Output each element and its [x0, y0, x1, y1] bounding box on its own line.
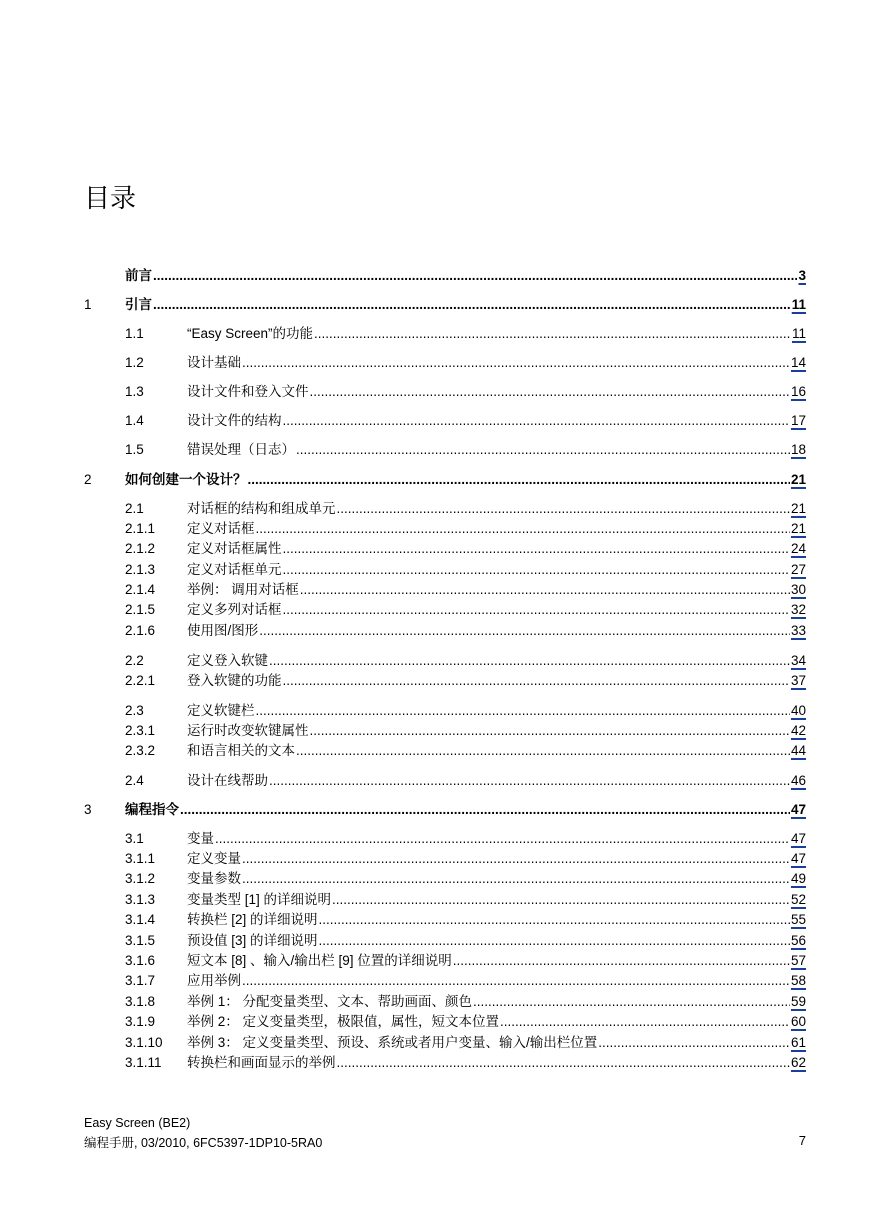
- toc-page-link[interactable]: 34: [790, 653, 806, 668]
- toc-page-link[interactable]: 49: [790, 871, 806, 886]
- toc-entry-title[interactable]: 转换栏 [2] 的详细说明: [187, 912, 318, 927]
- toc-entry-number: 2.1.5: [125, 602, 156, 617]
- toc-entry-line: [187, 910, 806, 930]
- toc-entry-title[interactable]: 设计文件的结构: [187, 413, 282, 428]
- toc-entry-number: 2.1: [125, 501, 144, 516]
- toc-entry-title[interactable]: 举例 1： 分配变量类型、文本、帮助画面、颜色: [187, 994, 473, 1009]
- toc-page-link[interactable]: 11: [791, 297, 806, 312]
- toc-entry-title[interactable]: 运行时改变软键属性: [187, 723, 309, 738]
- toc-entry-line: [125, 295, 806, 315]
- dot-leader: [269, 771, 790, 791]
- dot-leader: [337, 1053, 790, 1073]
- toc-entry-title[interactable]: 预设值 [3] 的详细说明: [187, 933, 318, 948]
- toc-entry-line: [187, 951, 806, 971]
- toc-entry-line: [187, 741, 806, 761]
- toc-entry-title[interactable]: 定义对话框属性: [187, 541, 282, 556]
- toc-page-link[interactable]: 46: [790, 773, 806, 788]
- toc-page-link[interactable]: 60: [790, 1014, 806, 1029]
- toc-entry-line: [187, 651, 806, 671]
- dot-leader: [180, 800, 790, 820]
- toc-entry-title[interactable]: 定义对话框单元: [187, 562, 282, 577]
- dot-leader: [598, 1033, 790, 1053]
- toc-entry[interactable]: [84, 701, 806, 721]
- toc-entry[interactable]: [84, 771, 806, 791]
- toc-entry-title[interactable]: 和语言相关的文本: [187, 743, 295, 758]
- toc-entry-title[interactable]: 举例： 调用对话框: [187, 582, 299, 597]
- toc-entry-number: 3.1.2: [125, 871, 156, 886]
- toc-entry-title[interactable]: 定义变量: [187, 851, 241, 866]
- toc-entry-number: 2.2.1: [125, 673, 156, 688]
- toc-entry-line: [187, 992, 806, 1012]
- toc-entry[interactable]: [84, 910, 806, 930]
- toc-entry-number: 3.1.7: [125, 973, 156, 988]
- toc-entry-line: [187, 701, 806, 721]
- toc-entry-title[interactable]: 设计基础: [187, 355, 241, 370]
- toc-page-link[interactable]: 55: [790, 912, 806, 927]
- dot-leader: [319, 931, 790, 951]
- dot-leader: [248, 470, 790, 490]
- toc-entry-line: [187, 890, 806, 910]
- toc-entry-line: [125, 470, 806, 490]
- toc-entry-number: 3: [84, 802, 92, 817]
- dot-leader: [337, 499, 790, 519]
- toc-entry[interactable]: [84, 519, 806, 539]
- toc-page-link[interactable]: 21: [790, 501, 806, 516]
- toc-entry-number: 3.1.8: [125, 994, 156, 1009]
- toc-entry-number: 2.1.3: [125, 562, 156, 577]
- toc-entry-number: 1.1: [125, 326, 144, 341]
- toc-page-link[interactable]: 3: [798, 268, 806, 283]
- toc-page-link[interactable]: 21: [790, 521, 806, 536]
- toc-entry-number: 3.1.5: [125, 933, 156, 948]
- toc-entry-title[interactable]: 使用图/图形: [187, 623, 259, 638]
- toc-entry[interactable]: [84, 931, 806, 951]
- toc-entry-number: 3.1.4: [125, 912, 156, 927]
- dot-leader: [283, 600, 790, 620]
- toc-entry-title[interactable]: 转换栏和画面显示的举例: [187, 1055, 336, 1070]
- toc-page-link[interactable]: 21: [790, 472, 806, 487]
- toc-entry[interactable]: [84, 295, 806, 315]
- toc-entry-number: 2.4: [125, 773, 144, 788]
- toc-entry-line: [125, 800, 806, 820]
- toc-entry-title[interactable]: 举例 3： 定义变量类型、预设、系统或者用户变量、输入/输出栏位置: [187, 1035, 598, 1050]
- toc-entry-line: [187, 971, 806, 991]
- toc-entry-number: 3.1.9: [125, 1014, 156, 1029]
- toc-page-link[interactable]: 18: [790, 442, 806, 457]
- toc-page-link[interactable]: 24: [790, 541, 806, 556]
- toc-entry[interactable]: [84, 1033, 806, 1053]
- toc-entry-title[interactable]: “Easy Screen”的功能: [187, 326, 314, 341]
- toc-entry[interactable]: [84, 869, 806, 889]
- toc-entry-title[interactable]: 变量: [187, 831, 214, 846]
- toc-entry-title[interactable]: 登入软键的功能: [187, 673, 282, 688]
- toc-entry-line: [187, 440, 806, 460]
- toc-page-link[interactable]: 40: [790, 703, 806, 718]
- toc-entry[interactable]: [84, 411, 806, 431]
- toc-entry-number: 2: [84, 472, 92, 487]
- toc-entry-line: [187, 931, 806, 951]
- toc-entry-number: 3.1.10: [125, 1035, 163, 1050]
- toc-entry-title[interactable]: 定义登入软键: [187, 653, 268, 668]
- toc-page-link[interactable]: 58: [790, 973, 806, 988]
- toc-entry-title[interactable]: 设计文件和登入文件: [187, 384, 309, 399]
- dot-leader: [242, 869, 790, 889]
- toc-page-link[interactable]: 44: [790, 743, 806, 758]
- toc-entry-title[interactable]: 设计在线帮助: [187, 773, 268, 788]
- toc-entry-title[interactable]: 引言: [125, 297, 152, 312]
- toc-entry-number: 2.1.6: [125, 623, 156, 638]
- toc-entry-line: [187, 519, 806, 539]
- toc-entry-number: 1.4: [125, 413, 144, 428]
- toc-entry-line: [187, 353, 806, 373]
- toc-entry[interactable]: [84, 671, 806, 691]
- toc-entry[interactable]: [84, 951, 806, 971]
- toc-entry-line: [187, 499, 806, 519]
- toc-entry-title[interactable]: 编程指令: [125, 802, 179, 817]
- toc-entry-title[interactable]: 应用举例: [187, 973, 241, 988]
- toc-entry-number: 3.1.6: [125, 953, 156, 968]
- toc-entry-title[interactable]: 前言: [125, 268, 152, 283]
- toc-entry-line: [187, 849, 806, 869]
- toc-entry[interactable]: [84, 621, 806, 641]
- toc-entry[interactable]: [84, 440, 806, 460]
- toc-entry-number: 3.1.11: [125, 1055, 162, 1070]
- dot-leader: [256, 701, 790, 721]
- toc-page-link[interactable]: 57: [790, 953, 806, 968]
- toc-entry-number: 1: [84, 297, 92, 312]
- toc-entry[interactable]: [84, 382, 806, 402]
- toc-entry-line: [187, 1033, 806, 1053]
- toc-entry-line: [125, 266, 806, 286]
- toc-entry-title[interactable]: 变量参数: [187, 871, 241, 886]
- footer-document-info: 编程手册, 03/2010, 6FC5397-1DP10-5RA0: [84, 1136, 323, 1150]
- toc-entry-title[interactable]: 错误处理（日志）: [187, 442, 295, 457]
- dot-leader: [473, 992, 790, 1012]
- page-title: 目录: [84, 183, 137, 213]
- toc-entry-line: [187, 721, 806, 741]
- toc-entry-line: [187, 382, 806, 402]
- toc-entry[interactable]: [84, 499, 806, 519]
- toc-page-link[interactable]: 42: [790, 723, 806, 738]
- toc-entry-title[interactable]: 定义对话框: [187, 521, 255, 536]
- dot-leader: [242, 849, 790, 869]
- dot-leader: [310, 382, 790, 402]
- dot-leader: [310, 721, 790, 741]
- toc-page-link[interactable]: 47: [790, 831, 806, 846]
- toc-entry[interactable]: [84, 560, 806, 580]
- toc-page-link[interactable]: 62: [790, 1055, 806, 1070]
- dot-leader: [259, 621, 790, 641]
- dot-leader: [283, 671, 790, 691]
- toc-entry[interactable]: [84, 800, 806, 820]
- toc-entry-line: [187, 869, 806, 889]
- toc-entry-title[interactable]: 定义软键栏: [187, 703, 255, 718]
- toc-entry-number: 1.3: [125, 384, 144, 399]
- toc-page-link[interactable]: 47: [790, 802, 806, 817]
- toc-entry[interactable]: [84, 971, 806, 991]
- toc-entry[interactable]: [84, 1012, 806, 1032]
- toc-page-link[interactable]: 33: [790, 623, 806, 638]
- toc-entry-number: 2.1.4: [125, 582, 156, 597]
- toc-page-link[interactable]: 52: [790, 892, 806, 907]
- toc-entry-title[interactable]: 举例 2： 定义变量类型，极限值，属性，短文本位置: [187, 1014, 500, 1029]
- toc-entry[interactable]: [84, 353, 806, 373]
- toc-entry-number: 2.3: [125, 703, 144, 718]
- toc-entry-number: 1.5: [125, 442, 144, 457]
- dot-leader: [296, 440, 790, 460]
- toc-page-link[interactable]: 30: [790, 582, 806, 597]
- toc-entry-title[interactable]: 对话框的结构和组成单元: [187, 501, 336, 516]
- toc-entry-line: [187, 671, 806, 691]
- dot-leader: [283, 539, 790, 559]
- toc-entry[interactable]: [84, 539, 806, 559]
- toc-entry[interactable]: [84, 849, 806, 869]
- dot-leader: [283, 560, 790, 580]
- toc-entry-line: [187, 829, 806, 849]
- toc-entry-title[interactable]: 如何创建一个设计？: [125, 472, 247, 487]
- toc-entry-line: [187, 560, 806, 580]
- toc-entry-line: [187, 1053, 806, 1073]
- toc-page-link[interactable]: 16: [790, 384, 806, 399]
- toc-page-link[interactable]: 61: [790, 1035, 806, 1050]
- toc-entry[interactable]: [84, 470, 806, 490]
- toc-page-link[interactable]: 17: [790, 413, 806, 428]
- toc-entry-number: 2.2: [125, 653, 144, 668]
- toc-entry[interactable]: [84, 721, 806, 741]
- dot-leader: [453, 951, 790, 971]
- dot-leader: [269, 651, 790, 671]
- dot-leader: [283, 411, 790, 431]
- dot-leader: [256, 519, 790, 539]
- toc-entry[interactable]: [84, 580, 806, 600]
- toc-page-link[interactable]: 47: [790, 851, 806, 866]
- dot-leader: [332, 890, 790, 910]
- toc-entry-title[interactable]: 变量类型 [1] 的详细说明: [187, 892, 332, 907]
- toc-page-link[interactable]: 37: [790, 673, 806, 688]
- toc-entry[interactable]: [84, 324, 806, 344]
- toc-page-link[interactable]: 32: [790, 602, 806, 617]
- dot-leader: [300, 580, 790, 600]
- dot-leader: [296, 741, 790, 761]
- dot-leader: [319, 910, 790, 930]
- toc-entry-number: 3.1: [125, 831, 144, 846]
- dot-leader: [314, 324, 791, 344]
- toc-page-link[interactable]: 11: [791, 326, 806, 341]
- dot-leader: [215, 829, 790, 849]
- toc-entry-title[interactable]: 短文本 [8] 、输入/输出栏 [9] 位置的详细说明: [187, 953, 452, 968]
- toc-entry-number: 2.3.1: [125, 723, 156, 738]
- dot-leader: [153, 266, 797, 286]
- toc-entry-number: 3.1.3: [125, 892, 156, 907]
- toc-entry[interactable]: [84, 829, 806, 849]
- toc-entry-number: 2.1.2: [125, 541, 156, 556]
- toc-entry-number: 2.3.2: [125, 743, 156, 758]
- toc-entry-line: [187, 580, 806, 600]
- toc-entry[interactable]: [84, 992, 806, 1012]
- footer-document-title: Easy Screen (BE2): [84, 1116, 191, 1130]
- toc-entry[interactable]: [84, 890, 806, 910]
- toc-entry-line: [187, 621, 806, 641]
- dot-leader: [500, 1012, 790, 1032]
- footer-page-number: 7: [798, 1133, 806, 1148]
- dot-leader: [242, 971, 790, 991]
- toc-page-link[interactable]: 27: [790, 562, 806, 577]
- toc-entry[interactable]: [84, 1053, 806, 1073]
- toc-entry-line: [187, 539, 806, 559]
- toc-page-link[interactable]: 14: [790, 355, 806, 370]
- toc-entry-line: [187, 600, 806, 620]
- toc-page-link[interactable]: 59: [790, 994, 806, 1009]
- dot-leader: [153, 295, 791, 315]
- toc-entry-line: [187, 411, 806, 431]
- toc-entry-line: [187, 771, 806, 791]
- dot-leader: [242, 353, 790, 373]
- toc-page-link[interactable]: 56: [790, 933, 806, 948]
- toc-entry-line: [187, 1012, 806, 1032]
- toc-entry-number: 2.1.1: [125, 521, 156, 536]
- toc-entry-title[interactable]: 定义多列对话框: [187, 602, 282, 617]
- toc-entry-line: [187, 324, 806, 344]
- toc-entry[interactable]: [84, 600, 806, 620]
- toc-entry[interactable]: [84, 266, 806, 286]
- toc-entry[interactable]: [84, 741, 806, 761]
- toc-entry[interactable]: [84, 651, 806, 671]
- toc-entry-number: 1.2: [125, 355, 144, 370]
- toc-entry-number: 3.1.1: [125, 851, 156, 866]
